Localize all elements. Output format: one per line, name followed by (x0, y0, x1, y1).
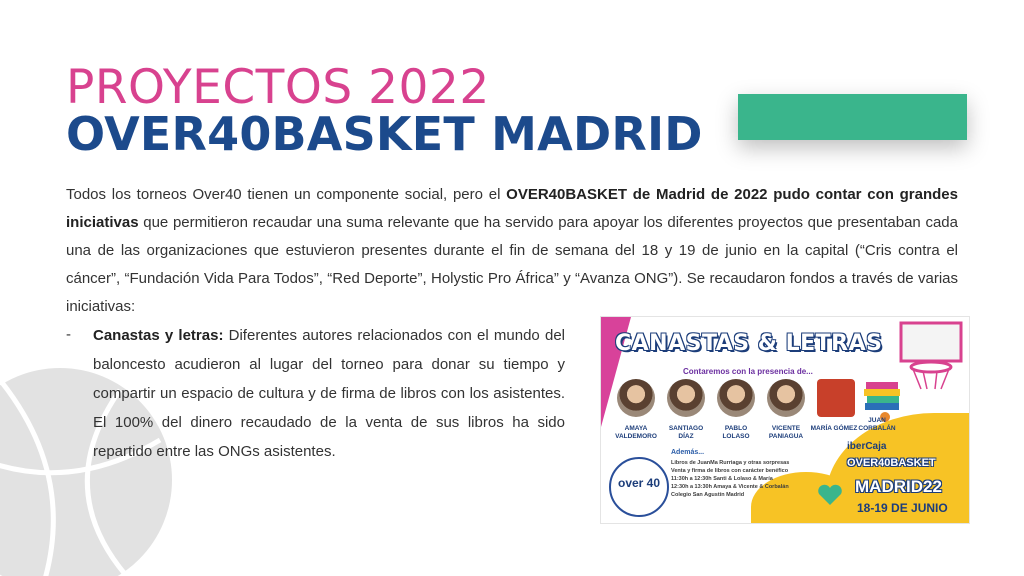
bullet-text (93, 321, 565, 466)
books-icon (863, 373, 903, 423)
poster-detail-line: Venta y firma de libros con carácter benéfico (671, 468, 789, 474)
poster-detail-line: 12:30h a 13:30h Amaya & Vicente & Corbalán (671, 484, 789, 490)
event-name: OVER40BASKET (847, 457, 936, 469)
intro-text-part1: Todos los torneos Over40 tienen un componente social, pero el (66, 186, 507, 203)
poster-title: CANASTAS & LETRAS (615, 331, 883, 356)
poster-detail-line: Libros de JuanMa Rurriaga y otras sorpresas (671, 460, 790, 466)
event-date: 18-19 DE JUNIO (857, 501, 948, 515)
poster-detail-line: Colegio San Agustín Madrid (671, 492, 745, 498)
author-name: AMAYA VALDEMORO (615, 425, 657, 440)
book-cover (817, 379, 855, 417)
author-name: PABLO LOLASO (722, 425, 750, 440)
author-name: JUAN CORBALÁN (858, 417, 896, 432)
author-name: MARÍA GÓMEZ (810, 425, 858, 432)
poster-subtitle: Contaremos con la presencia de... (683, 367, 813, 376)
author-photo (667, 379, 705, 417)
author-name: SANTIAGO DÍAZ (668, 425, 704, 440)
intro-paragraph (66, 181, 958, 321)
over40-logo (609, 457, 669, 517)
event-poster-image (600, 316, 970, 524)
poster-ademas: Además... (671, 449, 705, 456)
bullet-description: Diferentes autores relacionados con el mundo del baloncesto acudieron al lugar del torneo para donar su tiempo y compartir un espacio de cultura y de firma de libros con los asistentes. El 100% del dinero recaudado de la venta de sus libros ha sido repartido entre las ONGs asistentes. (93, 327, 565, 460)
page-title: PROYECTOS 2022 (66, 60, 490, 115)
intro-text-part2: que permitieron recaudar una suma relevante que ha servido para apoyar los diferentes proyectos que presentaban cada una de las organizaciones que estuvieron presentes durante el fin de semana del 18 y 19 de junio en la capital (“Cris contra el cáncer”, “Fundación Vida Para Todos”, “Red Deporte”, Holystic Pro África” y “Avanza ONG”). Se recaudaron fondos a través de varias iniciativas: (66, 214, 958, 315)
author-photo (617, 379, 655, 417)
intro-bold-text: OVER40BASKET de Madrid de 2022 pudo contar con grandes iniciativas (66, 186, 958, 231)
author-name: VICENTE PANIAGUA (768, 425, 804, 440)
event-city: MADRID22 (855, 477, 942, 496)
poster-detail-line: 11:30h a 12:30h Santi & Lolaso & María (671, 476, 773, 482)
author-photo (717, 379, 755, 417)
bullet-heading: Canastas y letras: (93, 327, 224, 344)
heart-logo-icon (817, 483, 843, 507)
page-subtitle: OVER40BASKET MADRID (66, 107, 703, 161)
sponsor-name: iberCaja (847, 441, 887, 452)
bullet-marker: - (66, 326, 71, 343)
poster-details (671, 459, 841, 499)
accent-bar (738, 94, 967, 140)
author-photo (767, 379, 805, 417)
over40-logo-text: over 40 (617, 476, 661, 490)
